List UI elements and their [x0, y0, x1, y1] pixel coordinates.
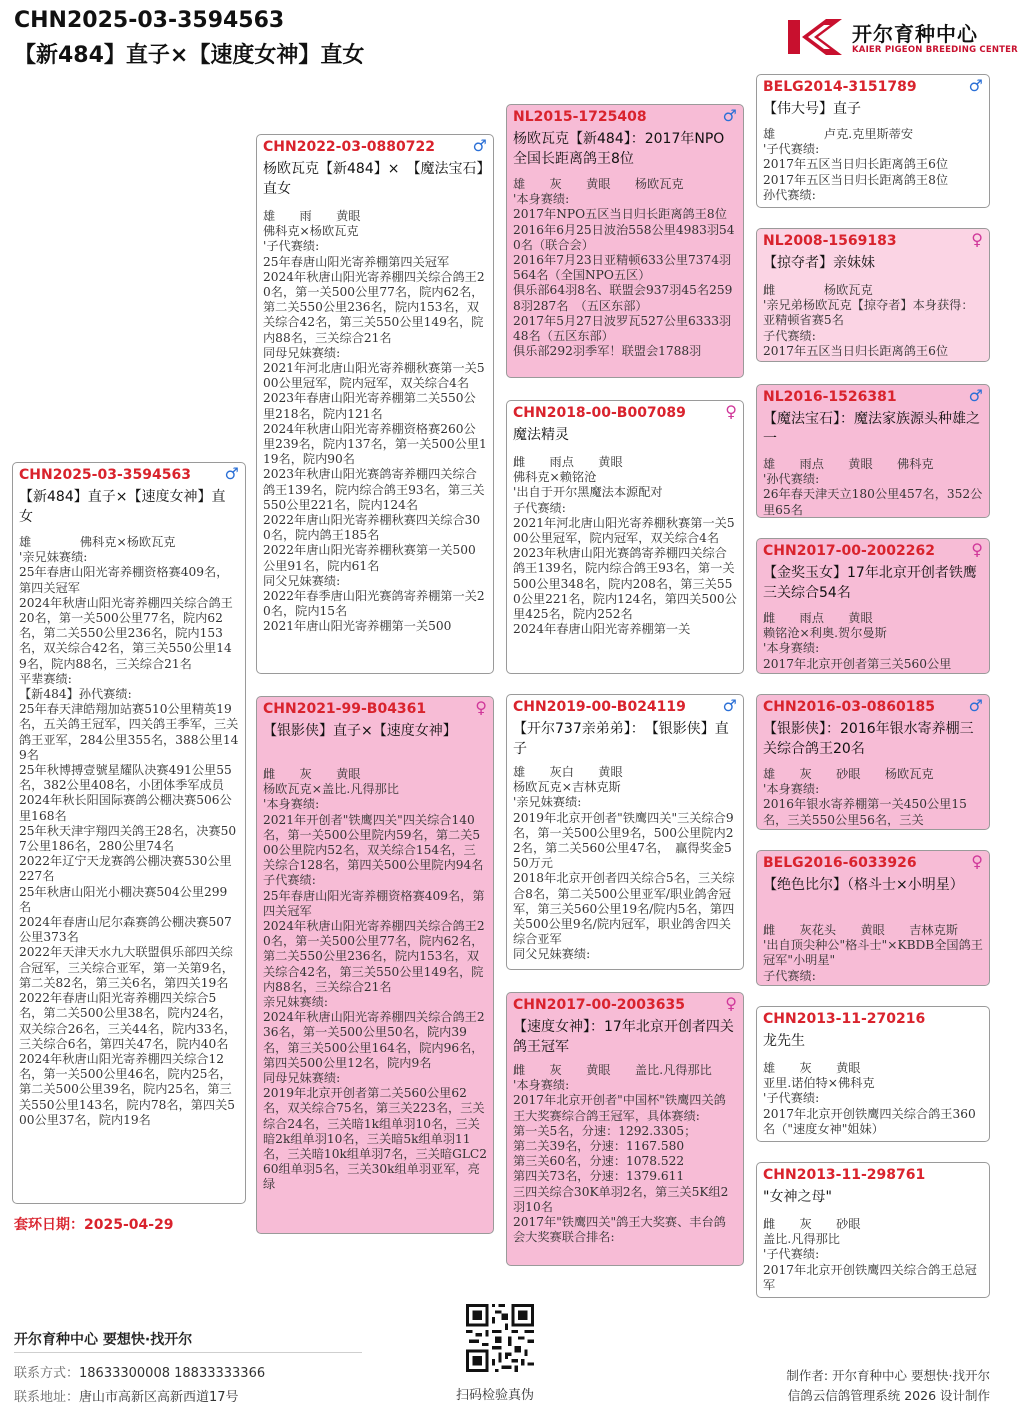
pigeon-details: 雄 卢克.克里斯蒂安 '子代赛绩: 2017年五区当日归长距离鸽王6位 2017年五区当日归长距离鸽王8位 孙代赛绩: — [763, 127, 949, 202]
ring-number: CHN2025-03-3594563 — [19, 467, 191, 483]
female-icon: ♀ — [971, 230, 983, 249]
footer-contact — [14, 1362, 265, 1381]
pigeon-details: 雄 雨 黄眼 佛科克×杨欧瓦克 '子代赛绩: 25年春唐山阳光寄养棚第四关冠军 2024年秋唐山阳光寄养棚四关综合鸽王20名，第一关500公里77名，院内62名，第二关550公里236名，院内153名，双关综合42名，第三关550公里149名，院内88名，三关综合21名 同母兄妹赛绩: 2021年河北唐山阳光寄养棚秋赛第一关500公里冠军，院内冠军，双关综合4名 2023年春唐山阳光寄养棚第二关550公里218名，院内121名 2024年秋唐山阳光寄养棚资格赛260公里239名，院内137名，第一关500公里119名，院内90名 2023年秋唐山阳光赛鸽寄养棚四关综合鸽王139名，院内综合鸽王93名，第三关550公里221名，院内124名 2022年唐山阳光寄养棚秋赛四关综合300名，院内鸽王185名 2022年唐山阳光寄养棚秋赛第一关500公里91名，院内61名 同父兄妹赛绩: 2022年春季唐山阳光赛鸽寄养棚第一关20名，院内15名 2021年唐山阳光寄养棚第一关500 — [263, 209, 487, 634]
ring-number: NL2008-1569183 — [763, 233, 897, 249]
footer-divider — [14, 1352, 362, 1353]
pigeon-card-sire-sire[interactable] — [506, 104, 744, 378]
pigeon-card-dam[interactable] — [256, 696, 494, 1234]
ring-number: CHN2017-00-2002262 — [763, 543, 935, 559]
male-icon: ♂ — [224, 464, 239, 483]
pigeon-card-dam-sire[interactable] — [506, 694, 744, 970]
pigeon-details: 雄 灰 黄眼 杨欧瓦克 '本身赛绩: 2017年NPO五区当日归长距离鸽王8位 2016年6月25日波治558公里4983羽540名（联合会） 2016年7月23日亚精顿633公里7374羽564名（全国NPO五区） 俱乐部64羽8名、联盟会937羽45名2598羽287名 （五区东部） 2017年5月27日波罗瓦527公里6333羽48名（五区东部） 俱乐部292羽季军！联盟会1788羽 — [513, 177, 735, 359]
pigeon-card-sds[interactable] — [756, 384, 990, 518]
male-icon: ♂ — [968, 76, 983, 95]
ring-number: CHN2021-99-B04361 — [263, 701, 427, 717]
pigeon-details: 雄 灰白 黄眼 杨欧瓦克×吉林克斯 '亲兄妹赛绩: 2019年北京开创者"铁鹰四关"三关综合9名，第一关500公里9名，500公里院内22名，第二关560公里47名， 赢得奖金550万元 2018年北京开创者四关综合5名，三关综合8名，第二关500公里亚军/职业鸽舍冠军，第三关560公里19名/院内5名，第四关500公里9名/院内冠军，职业鸽舍四关综合亚军 同父兄妹赛绩: — [513, 765, 735, 962]
pedigree-title: 【新484】直子×【速度女神】直女 — [14, 43, 365, 68]
address-value: 唐山市高新区高新西道17号 — [79, 1390, 239, 1405]
ring-date: 套环日期：2025-04-29 — [14, 1217, 174, 1233]
pigeon-name: 【伟大号】直子 — [763, 101, 861, 117]
ring-number: NL2016-1526381 — [763, 389, 897, 405]
address-label: 联系地址： — [14, 1390, 80, 1405]
brand-name-cn: 开尔育种中心 — [852, 22, 978, 46]
pigeon-name: 【新484】直子×【速度女神】直女 — [19, 489, 226, 525]
ring-number: CHN2018-00-B007089 — [513, 405, 686, 421]
pigeon-name: 【银影侠】：2016年银水寄养棚三关综合鸽王20名 — [763, 721, 974, 757]
pigeon-name: 【速度女神】：17年北京开创者四关鸽王冠军 — [513, 1019, 734, 1055]
pigeon-card-dam-dam[interactable] — [506, 992, 744, 1266]
pigeon-details: 雄 佛科克×杨欧瓦克 '亲兄妹赛绩: 25年春唐山阳光寄养棚资格赛409名，第四关冠军 2024年秋唐山阳光寄养棚四关综合鸽王20名，第一关500公里77名，院内62名，第二关550公里236名，院内153名，双关综合42名，第三关550公里149名，院内88名，三关综合21名 平辈赛绩: 【新484】孙代赛绩: 25年春天津皓翔加站赛510公里精英19名，五关鸽王冠军，四关鸽王季军，三关鸽王亚军，284公里355名，388公里149名 25年秋博搏壹號星耀队决赛491公里55名，382公里408名，小团体季军成员 2024年秋长阳国际赛鸽公棚决赛506公里168名 25年秋天津宇翔四关鸽王28名，决赛507公里186名，280公里74名 2022年辽宁天龙赛鸽公棚决赛530公里227名 25年秋唐山阳光小棚决赛504公里299名 2024年春唐山尼尔森赛鸽公棚决赛507公里373名 2022年天津天水九大联盟俱乐部四关综合冠军，三关综合亚军，第一关第9名，第二关82名，第三关6名，第四关19名 2022年春唐山阳光寄养棚四关综合5名，第二关500公里38名，院内24名，双关综合26名，三关44名，院内33名，三关综合6名，第四关47名，院内40名 2024年秋唐山阳光寄养棚四关综合12名，第一关500公里46名，院内25名，第二关500公里39名，院内25名，第三关550公里143名，院内78名，第四关500公里37名，院内19名 — [19, 535, 239, 1127]
ring-number: CHN2013-11-270216 — [763, 1011, 926, 1027]
brand-logo — [786, 16, 1018, 60]
footer-maker: 制作者: 开尔育种中心 要想快·找开尔 — [786, 1368, 990, 1383]
pigeon-details: 雌 雨点 黄眼 佛科克×赖铭沧 '出自于开尔黑魔法本源配对 子代赛绩: 2021年河北唐山阳光寄养棚秋赛第一关500公里冠军，院内冠军，双关综合4名 2023年秋唐山阳光赛鸽寄养棚四关综合鸽王139名，院内综合鸽王93名，第一关500公里348名，院内208名，第三关550公里221名，院内124名，第四关500公里425名，院内252名 2024年春唐山阳光寄养棚第一关 — [513, 455, 737, 637]
pigeon-name: 【开尔737亲弟弟】： 【银影侠】直子 — [513, 721, 729, 757]
pigeon-details: 雌 灰 黄眼 杨欧瓦克×盖比.凡得那比 '本身赛绩: 2021年开创者"铁鹰四关"四关综合140名，第一关500公里院内59名，第二关500公里院内52名，双关综合154名，三关综合128名，第四关500公里院内94名 子代赛绩: 25年春唐山阳光寄养棚资格赛409名，第四关冠军 2024年秋唐山阳光寄养棚四关综合鸽王20名，第一关500公里77名，院内62名，第二关550公里236名，院内153名，双关综合42名，第三关550公里149名，院内88名，三关综合21名 亲兄妹赛绩: 2024年秋唐山阳光寄养棚四关综合鸽王236名，第一关500公里50名，院内39名，第三关500公里164名，院内96名，第四关500公里12名，院内9名 同母兄妹赛绩: 2019年北京开创者第二关560公里62名，双关综合75名，第三关223名，三关综合24名，三关暗1k组单羽10名，三关暗2k组单羽10名，三关暗5k组单羽11名，三关暗10k组单羽7名，三关暗GLC260组单羽5名，三关30k组单羽亚军，亮绿 — [263, 767, 487, 1192]
pigeon-details: 雌 杨欧瓦克 '亲兄弟杨欧瓦克【掠夺者】本身获得：亚精顿省赛5名 子代赛绩: 2017年五区当日归长距离鸽王6位 — [763, 283, 974, 358]
footer-system: 信鸽云信鸽管理系统 2026 设计制作 — [787, 1388, 990, 1403]
footer-org-name: 开尔育种中心 要想快·找开尔 — [14, 1332, 193, 1348]
pigeon-name: 杨欧瓦克【新484】：2017年NPO全国长距离鸽王8位 — [513, 131, 725, 167]
pigeon-card-dds[interactable] — [756, 1006, 990, 1142]
ring-number: CHN2016-03-0860185 — [763, 699, 935, 715]
ring-number: NL2015-1725408 — [513, 109, 647, 125]
pigeon-card-sdd[interactable] — [756, 538, 990, 674]
pigeon-details: 雌 雨点 黄眼 赖铭沧×利奥.贺尔曼斯 '本身赛绩: 2017年北京开创者第三关560公里 — [763, 611, 952, 671]
pigeon-details: 雄 雨点 黄眼 佛科克 '孙代赛绩: 26年春天津天立180公里457名，352公里65名 — [763, 457, 983, 517]
ring-number: CHN2019-00-B024119 — [513, 699, 686, 715]
ring-number: CHN2017-00-2003635 — [513, 997, 685, 1013]
pigeon-name: 【银影侠】直子×【速度女神】 — [263, 723, 457, 739]
kaier-logo-icon — [786, 16, 844, 58]
male-icon: ♂ — [722, 696, 737, 715]
pigeon-name: 【绝色比尔】（格斗士×小明星） — [763, 877, 964, 893]
pigeon-card-subject[interactable] — [12, 462, 246, 1204]
pigeon-name: 【掠夺者】亲妹妹 — [763, 255, 875, 271]
pigeon-card-sire[interactable] — [256, 134, 494, 674]
pigeon-card-sire-dam[interactable] — [506, 400, 744, 674]
pigeon-name: 魔法精灵 — [513, 427, 569, 443]
male-icon: ♂ — [472, 136, 487, 155]
pigeon-card-sss[interactable] — [756, 74, 990, 208]
ring-number: CHN2013-11-298761 — [763, 1167, 926, 1183]
pedigree-ring-number: CHN2025-03-3594563 — [14, 8, 285, 33]
pigeon-card-ddd[interactable] — [756, 1162, 990, 1298]
qr-caption: 扫码检验真伪 — [456, 1388, 535, 1403]
brand-name-en: KAIER PIGEON BREEDING CENTER — [852, 45, 1018, 55]
pigeon-name: 【魔法宝石】：魔法家族源头种雄之一 — [763, 411, 980, 447]
qr-code-icon[interactable] — [466, 1304, 534, 1372]
contact-value: 18633300008 18833333366 — [79, 1366, 266, 1381]
female-icon: ♀ — [725, 402, 737, 421]
footer-address — [14, 1386, 239, 1405]
pigeon-details: 雌 灰 黄眼 盖比.凡得那比 '本身赛绩: 2017年北京开创者"中国杯"铁鹰四关鸽王大奖赛综合鸽王冠军，具体赛绩: 第一关5名，分速：1292.3305； 第二关39名，分速：1167.580 第三关60名，分速：1078.522 第四关73名，分速：1379.611 三四关综合30K单羽2名，第三关5K组2羽10名 2017年"铁鹰四关"鸽王大奖赛、丰台鸽会大奖赛联合排名: — [513, 1063, 729, 1245]
ring-number: BELG2014-3151789 — [763, 79, 917, 95]
ring-number: BELG2016-6033926 — [763, 855, 917, 871]
pigeon-name: 【金奖玉女】17年北京开创者铁鹰三关综合54名 — [763, 565, 977, 601]
female-icon: ♀ — [971, 852, 983, 871]
female-icon: ♀ — [971, 540, 983, 559]
pigeon-details: 雌 灰 砂眼 盖比.凡得那比 '子代赛绩: 2017年北京开创铁鹰四关综合鸽王总冠军 — [763, 1217, 977, 1292]
female-icon: ♀ — [475, 698, 487, 717]
male-icon: ♂ — [968, 386, 983, 405]
pigeon-details: 雄 灰 砂眼 杨欧瓦克 '本身赛绩: 2016年银水寄养棚第一关450公里15名，三关550公里56名，三关 — [763, 767, 967, 827]
ring-number: CHN2022-03-0880722 — [263, 139, 435, 155]
pigeon-name: "女神之母" — [763, 1189, 832, 1205]
male-icon: ♂ — [722, 106, 737, 125]
pigeon-card-dss[interactable] — [756, 694, 990, 830]
contact-label: 联系方式： — [14, 1366, 80, 1381]
pigeon-card-dsd[interactable] — [756, 850, 990, 986]
pigeon-details: 雄 灰 黄眼 亚里.诺伯特×佛科克 '子代赛绩: 2017年北京开创铁鹰四关综合鸽王360名（"速度女神"姐妹） — [763, 1061, 976, 1136]
female-icon: ♀ — [725, 994, 737, 1013]
pigeon-details: 雌 灰花头 黄眼 吉林克斯 '出自顶尖种公"格斗士"×KBDB全国鸽王冠军"小明星" 子代赛绩: — [763, 923, 983, 983]
pigeon-name: 杨欧瓦克【新484】× 【魔法宝石】直女 — [263, 161, 484, 197]
male-icon: ♂ — [968, 696, 983, 715]
pigeon-name: 龙先生 — [763, 1033, 805, 1049]
pigeon-card-ssd[interactable] — [756, 228, 990, 362]
